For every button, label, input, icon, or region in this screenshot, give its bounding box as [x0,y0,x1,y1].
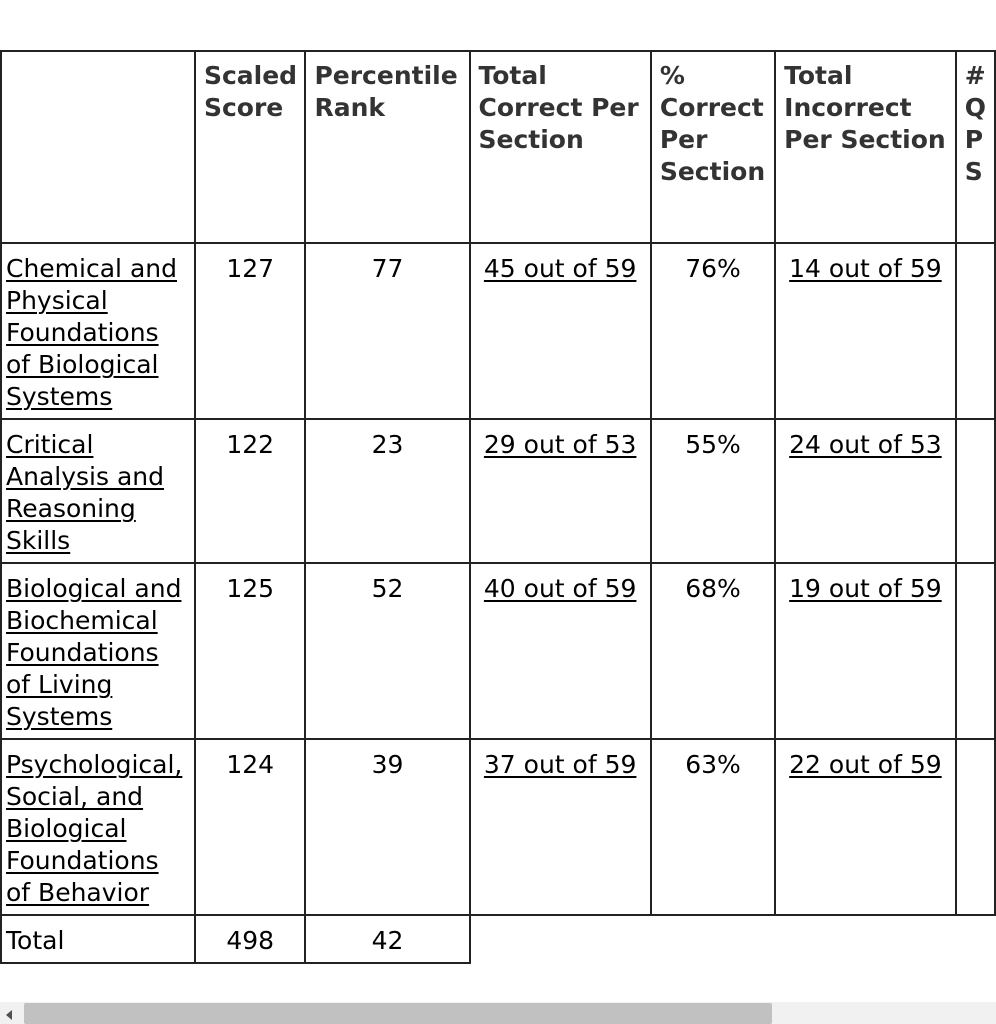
total-percentile-cell: 42 [305,915,469,963]
total-empty-cell [956,915,995,963]
header-scaled-score: Scaled Score [195,51,306,243]
total-empty-cell [651,915,775,963]
correct-cell [470,563,651,739]
total-scaled-cell: 498 [195,915,306,963]
header-percentile-rank: Percentile Rank [305,51,469,243]
section-name-cell [1,739,195,915]
table-row [1,563,995,739]
header-pct-correct: % Correct Per Section [651,51,775,243]
scaled-score-cell: 127 [195,243,306,419]
scaled-score-cell: 122 [195,419,306,563]
section-link-cars[interactable]: Critical Analysis and Reasoning Skills [6,430,164,555]
section-name-cell [1,243,195,419]
pct-correct-cell: 68% [651,563,775,739]
correct-cell [470,243,651,419]
incorrect-cell [775,563,956,739]
total-row [1,915,995,963]
pct-correct-cell: 63% [651,739,775,915]
correct-cell [470,419,651,563]
partial-cell [956,243,995,419]
total-label-cell: Total [1,915,195,963]
correct-link[interactable]: 37 out of 59 [483,750,637,779]
pct-correct-cell: 55% [651,419,775,563]
partial-cell [956,563,995,739]
total-empty-cell [470,915,651,963]
incorrect-cell [775,419,956,563]
percentile-cell: 39 [305,739,469,915]
section-link-chem-phys[interactable]: Chemical and Physical Foundations of Biological Systems [6,254,177,411]
table-row [1,419,995,563]
correct-cell [470,739,651,915]
pct-correct-cell: 76% [651,243,775,419]
percentile-cell: 23 [305,419,469,563]
incorrect-link[interactable]: 22 out of 59 [789,750,942,779]
header-questions-partial: # Q P S [956,51,995,243]
header-total-incorrect: Total Incorrect Per Section [775,51,956,243]
score-table [0,50,996,964]
scaled-score-cell: 124 [195,739,306,915]
percentile-cell: 77 [305,243,469,419]
header-row [1,51,995,243]
section-name-cell [1,419,195,563]
percentile-cell: 52 [305,563,469,739]
section-link-psych-soc[interactable]: Psychological, Social, and Biological Foundations of Behavior [6,750,183,907]
incorrect-link[interactable]: 24 out of 53 [789,430,942,459]
correct-link[interactable]: 45 out of 59 [483,254,637,283]
section-name-cell [1,563,195,739]
horizontal-scrollbar[interactable] [0,1002,996,1024]
incorrect-link[interactable]: 14 out of 59 [789,254,942,283]
partial-cell [956,739,995,915]
table-row [1,243,995,419]
scrollbar-thumb[interactable] [24,1003,772,1024]
incorrect-link[interactable]: 19 out of 59 [789,574,942,603]
correct-link[interactable]: 29 out of 53 [483,430,637,459]
table-row [1,739,995,915]
triangle-left-icon[interactable] [6,1010,12,1020]
incorrect-cell [775,739,956,915]
correct-link[interactable]: 40 out of 59 [483,574,637,603]
scaled-score-cell: 125 [195,563,306,739]
section-link-bio-biochem[interactable]: Biological and Biochemical Foundations of Living Systems [6,574,182,731]
incorrect-cell [775,243,956,419]
header-section-blank [1,51,195,243]
partial-cell [956,419,995,563]
header-total-correct: Total Correct Per Section [470,51,651,243]
total-empty-cell [775,915,956,963]
